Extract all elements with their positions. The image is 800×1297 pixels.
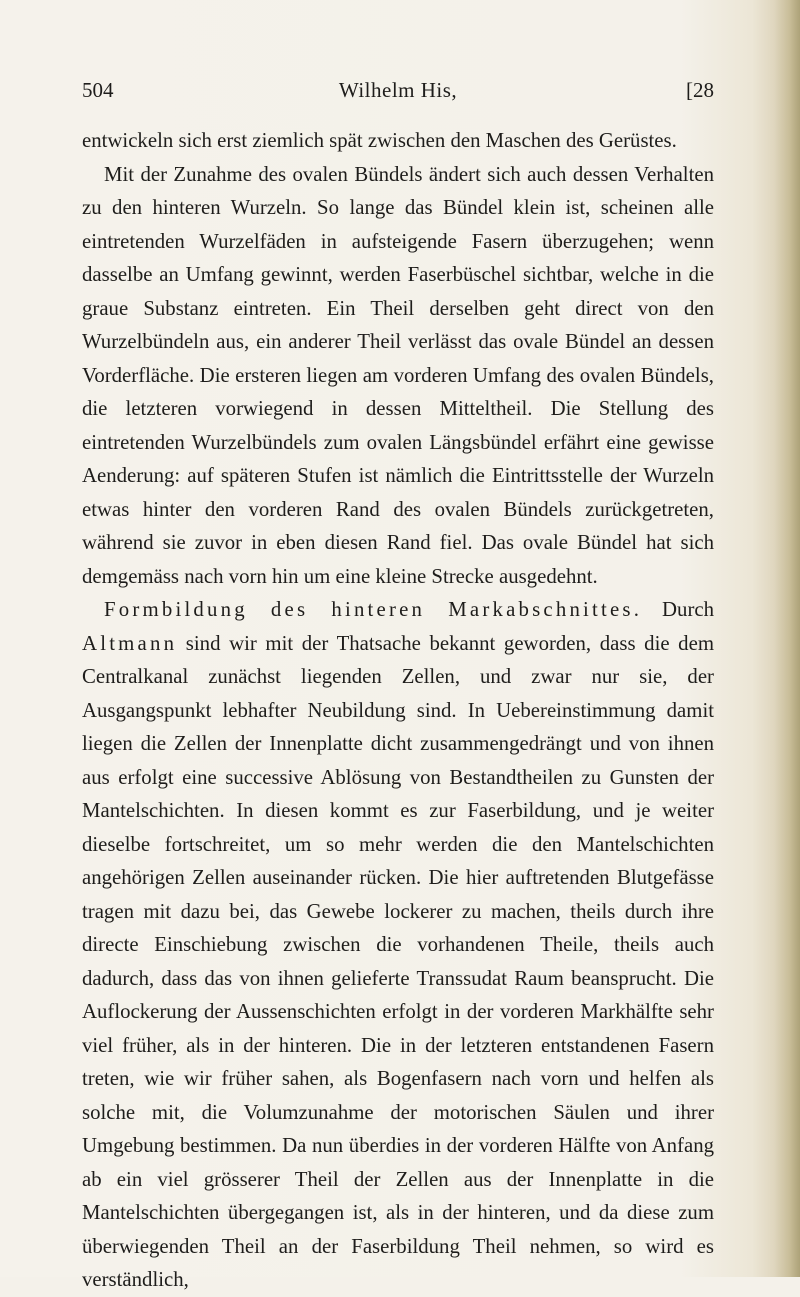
author-name: Altmann xyxy=(82,631,178,655)
paragraph-3-text: sind wir mit der Thatsache bekannt geworden, dass die dem Centralkanal zunächst liegenden Zellen, und zwar nur sie, der Ausgangspunkt lebhafter Neubildung sind. In Uebereinstimmung damit liegen die Zellen der Innenplatte dicht zusammengedrängt und von ihnen aus erfolgt eine successive Ablösung von Bestandtheilen zu Gunsten der Mantelschichten. In diesen kommt es zur Faserbildung, und je weiter dieselbe fortschreitet, um so mehr werden die den Mantelschichten angehörigen Zellen auseinander rücken. Die hier auftretenden Blutgefässe tragen mit dazu bei, das Gewebe lockerer zu machen, theils durch ihre directe Einschiebung zwischen die vorhandenen Theile, theils auch dadurch, dass das von ihnen gelieferte Transsudat Raum beansprucht. Die Auflockerung der Aussenschichten erfolgt in der vorderen Markhälfte sehr viel früher, als in der hinteren. Die in der letzteren entstandenen Fasern treten, wie wir früher sahen, als Bogenfasern nach vorn und helfen als solche mit, die Volumzunahme der motorischen Säulen und ihrer Umgebung bestimmen. Da nun überdies in der vorderen Hälfte von Anfang ab ein viel grösserer Theil der Zellen aus der Innenplatte in die Mantelschichten übergegangen ist, als in der hinteren, und da diese zum überwiegenden Theil an der Faserbildung Theil nehmen, so wird es verständlich, xyxy=(82,631,714,1291)
page-edge-shadow xyxy=(774,0,800,1277)
paragraph-1: entwickeln sich erst ziemlich spät zwischen den Maschen des Gerüstes. xyxy=(82,129,677,152)
paragraph-2: Mit der Zunahme des ovalen Bündels ändert sich auch dessen Verhalten zu den hinteren Wurzeln. So lange das Bündel klein ist, scheinen alle eintretenden Wurzelfäden in aufsteigende Fasern überzugehen; wenn dasselbe an Umfang gewinnt, werden Faserbüschel sichtbar, welche in die graue Substanz eintreten. Ein Theil derselben geht direct von den Wurzelbündeln aus, ein anderer Theil verlässt das ovale Bündel an dessen Vorderfläche. Die ersteren liegen am vorderen Umfang des ovalen Bündels, die letzteren vorwiegend in dessen Mitteltheil. Die Stellung des eintretenden Wurzelbündels zum ovalen Längsbündel erfährt eine gewisse Aenderung: auf späteren Stufen ist nämlich die Eintrittsstelle der Wurzeln etwas hinter den vorderen Rand des ovalen Bündels zurückgetreten, während sie zuvor in eben diesen Rand fiel. Das ovale Bündel hat sich demgemäss nach vorn hin um eine kleine Strecke ausgedehnt. xyxy=(82,162,714,588)
page-number: 504 xyxy=(82,78,114,102)
section-reference: [28 xyxy=(686,78,714,102)
section-heading: Formbildung des hinteren Markabschnittes. xyxy=(104,598,643,621)
paragraph-3 xyxy=(82,593,714,1297)
paragraph-3-lead: Durch xyxy=(642,598,715,621)
running-head: Wilhelm His, xyxy=(338,78,458,102)
body-text xyxy=(82,124,714,1297)
page-header xyxy=(82,78,714,108)
